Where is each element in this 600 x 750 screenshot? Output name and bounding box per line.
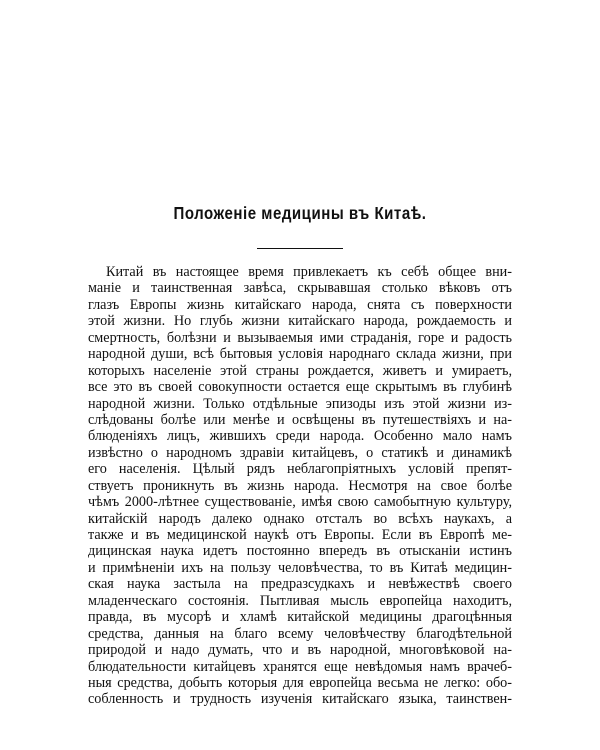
body-text — [88, 264, 512, 708]
text-line: Китай въ настоящее время привлекаетъ къ себѣ общее вни- — [106, 264, 512, 280]
text-line: дицинская наука идетъ постоянно впередъ въ отысканіи истинъ — [88, 543, 512, 560]
title-divider — [257, 248, 343, 249]
text-line: этой жизни. Но глубь жизни китайскаго народа, рождаемость и — [88, 313, 512, 330]
text-line: все это въ своей совокупности остается еще скрытымъ въ глубинѣ — [88, 379, 512, 396]
text-line: глазъ Европы жизнь китайскаго народа, снята съ поверхности — [88, 296, 512, 313]
text-line: народной жизни. Только отдѣльные эпизоды изъ этой жизни из- — [88, 395, 512, 412]
text-line: собленность и трудность изученія китайскаго языка, таинствен- — [88, 691, 512, 708]
text-line: народной души, всѣ бытовыя условія народнаго склада жизни, при — [88, 346, 512, 363]
text-line: смертность, болѣзни и вызываемыя ими страданія, горе и радость — [88, 329, 512, 346]
text-line: которыхъ населеніе этой страны рождается, живетъ и умираетъ, — [88, 362, 512, 379]
text-line: ствуетъ проникнуть въ жизнь народа. Несмотря на свое болѣе — [88, 477, 512, 494]
text-line: также и въ медицинской наукѣ отъ Европы. Если въ Европѣ ме- — [88, 527, 512, 543]
text-line: природой и надо думать, что и въ народной, многовѣковой на- — [88, 642, 512, 659]
text-line: младенческаго состоянія. Пытливая мысль европейца находитъ, — [88, 592, 512, 609]
text-line: и примѣненіи ихъ на пользу человѣчества, то въ Китаѣ медицин- — [88, 559, 512, 576]
text-line: извѣстно о народномъ здравіи китайцевъ, о статикѣ и динамикѣ — [88, 444, 512, 461]
page-title: Положеніе медицины въ Китаѣ. — [173, 203, 427, 223]
text-line: средства, данныя на благо всему человѣчеству благодѣтельной — [88, 625, 512, 642]
text-line: его населенія. Цѣлый рядъ неблагопріятныхъ условій препят- — [88, 461, 512, 478]
text-line: китайскій народъ далеко однако отсталъ во всѣхъ наукахъ, а — [88, 510, 512, 527]
text-line: правда, въ мусорѣ и хламѣ китайской медицины драгоцѣнныя — [88, 609, 512, 626]
text-line: маніе и таинственная завѣса, скрывавшая столько вѣковъ отъ — [88, 280, 512, 297]
text-line: ныя средства, добыть которыя для европейца весьма не легко: обо- — [88, 674, 512, 691]
text-line: слѣдованы болѣе или менѣе и освѣщены въ путешествіяхъ и на- — [88, 411, 512, 428]
text-line: блюдательности китайцевъ хранятся еще невѣдомыя намъ врачеб- — [88, 658, 512, 675]
text-line: чѣмъ 2000-лѣтнее существованіе, имѣя свою самобытную культуру, — [88, 494, 512, 511]
text-line: блюденіяхъ лицъ, жившихъ среди народа. Особенно мало намъ — [88, 428, 512, 445]
text-line: ская наука застыла на предразсудкахъ и невѣжествѣ своего — [88, 576, 512, 593]
